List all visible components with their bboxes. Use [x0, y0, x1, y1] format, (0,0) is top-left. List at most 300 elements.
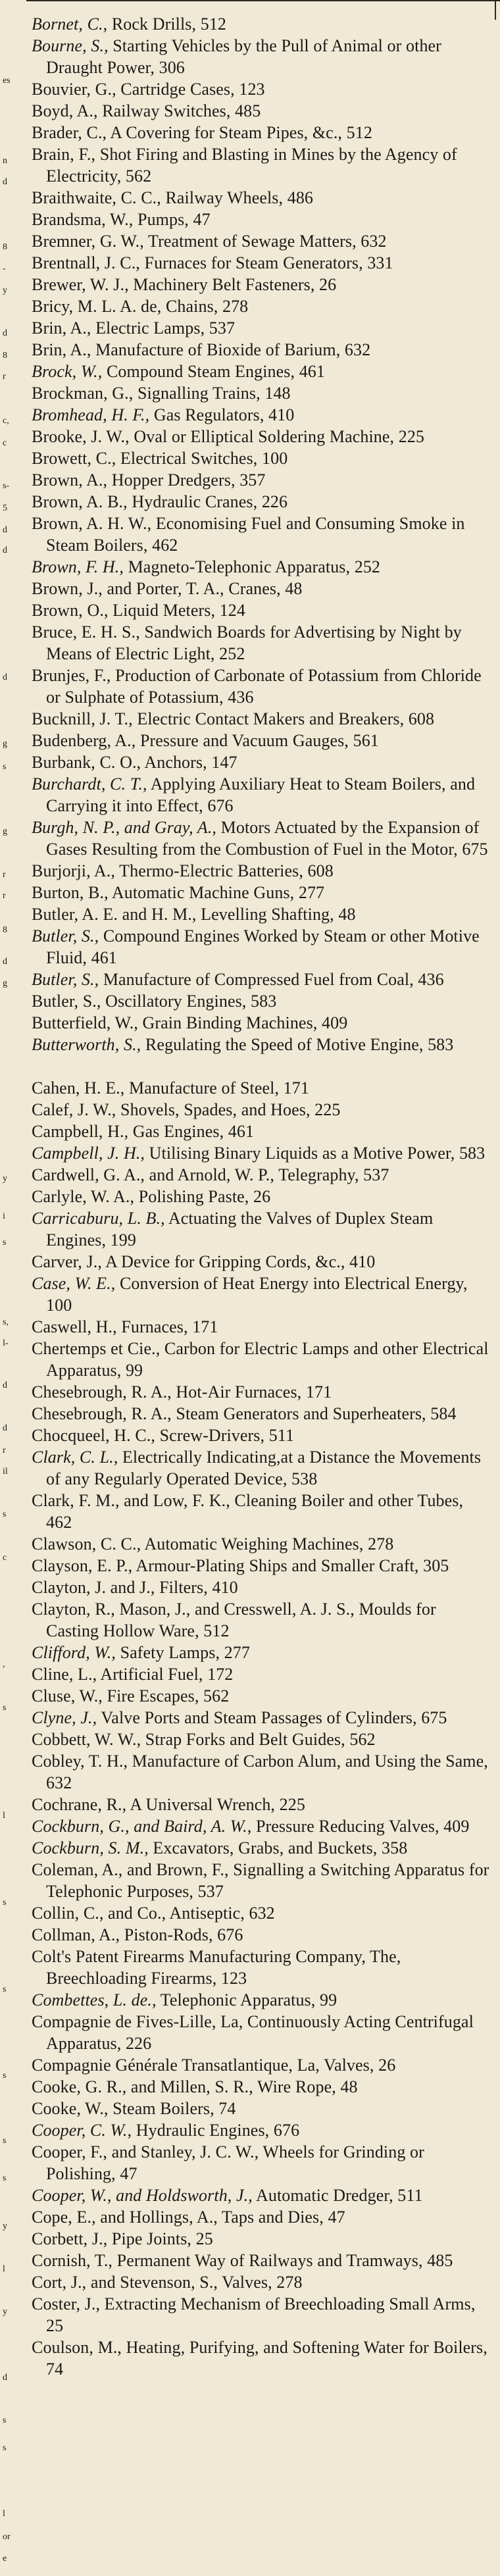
- entry-name: Butler, S.,: [32, 970, 99, 989]
- entry-name: Clark, F. M., and Low, F. K.,: [32, 1491, 230, 1510]
- index-entry: [32, 35, 492, 78]
- index-entry: [32, 1142, 492, 1164]
- margin-fragment: s: [3, 1509, 7, 1519]
- index-entry: [32, 230, 492, 252]
- entry-description: Starting Vehicles by the Pull of Animal or other Draught Power, 306: [46, 36, 441, 77]
- entry-description: Artificial Fuel, 172: [97, 1665, 234, 1684]
- entry-description: Signalling a Switching Apparatus for Telephonic Purposes, 537: [46, 1860, 489, 1901]
- entry-name: Calef, J. W.,: [32, 1100, 116, 1119]
- entry-description: Wheels for Grinding or Polishing, 47: [46, 2142, 424, 2183]
- margin-fragment: s-: [3, 481, 10, 491]
- entry-description: Grain Binding Machines, 409: [138, 1013, 348, 1032]
- index-entry: [32, 1164, 492, 1186]
- entry-name: Cahen, H. E.,: [32, 1078, 125, 1098]
- margin-fragment: y: [3, 286, 7, 295]
- margin-fragment: 8: [3, 351, 7, 361]
- entry-description: Liquid Meters, 124: [108, 601, 245, 620]
- entry-name: Brentnall, J. C.,: [32, 253, 140, 272]
- margin-fragment: y: [3, 1174, 7, 1184]
- margin-fragment: r: [3, 1446, 6, 1455]
- entry-name: Clifford, W.,: [32, 1643, 116, 1662]
- index-entry: [32, 1598, 492, 1642]
- margin-fragment: d: [3, 545, 7, 555]
- margin-fragment: d: [3, 525, 7, 535]
- entry-description: Filters, 410: [155, 1578, 238, 1597]
- margin-fragment: c,: [3, 416, 9, 426]
- entry-name: Brock, W.,: [32, 362, 103, 381]
- entry-name: Chesebrough, R. A.,: [32, 1382, 172, 1402]
- entry-name: Burgh, N. P., and Gray, A.,: [32, 818, 217, 837]
- entry-name: Cooper, W., and Holdsworth, J.,: [32, 2186, 253, 2205]
- margin-fragment: c: [3, 1553, 7, 1563]
- index-entry: [32, 1121, 492, 1142]
- entry-description: Signalling Trains, 148: [133, 384, 291, 403]
- index-entry: [32, 295, 492, 317]
- margin-fragment: or: [3, 2532, 11, 2542]
- entry-description: Levelling Shafting, 48: [196, 905, 356, 924]
- entry-name: Compagnie de Fives-Lille, La,: [32, 2012, 243, 2031]
- index-entry: [32, 1989, 492, 2011]
- index-entry: [32, 2206, 492, 2228]
- entry-description: Actuating the Valves of Duplex Steam Engines, 199: [46, 1209, 434, 1250]
- entry-description: A Universal Wrench, 225: [126, 1795, 305, 1814]
- entry-name: Brockman, G.,: [32, 384, 134, 403]
- entry-description: Cleaning Boiler and other Tubes, 462: [46, 1491, 464, 1532]
- index-entry: [32, 1663, 492, 1685]
- entry-name: Brown, A. B.,: [32, 492, 128, 511]
- entry-name: Bricy, M. L. A. de,: [32, 297, 162, 316]
- margin-fragment: s: [3, 1898, 7, 1907]
- entry-description: Motors Actuated by the Expansion of Gases Resulting from the Combustion of Fuel in the Motor, 675: [46, 818, 488, 859]
- index-entry: [32, 665, 492, 708]
- index-entry: [32, 1533, 492, 1555]
- index-entry: [32, 1707, 492, 1729]
- margin-fragment: d: [3, 2373, 7, 2383]
- entry-name: Cooke, W.,: [32, 2099, 109, 2118]
- entry-name: Bremner, G. W.,: [32, 232, 144, 251]
- entry-name: Budenberg, A.,: [32, 731, 136, 750]
- index-entry: [32, 209, 492, 230]
- entry-name: Brown, J., and Porter, T. A.,: [32, 579, 224, 598]
- entry-name: Cardwell, G. A., and Arnold, W. P.,: [32, 1165, 274, 1184]
- entry-name: Caswell, H.,: [32, 1317, 117, 1336]
- index-entry: [32, 1750, 492, 1794]
- entry-description: Chains, 278: [161, 297, 249, 316]
- entry-name: Brooke, J. W.,: [32, 427, 130, 446]
- entry-name: Cope, E., and Hollings, A.,: [32, 2208, 218, 2227]
- entry-description: Hydraulic Engines, 676: [132, 2121, 300, 2140]
- index-entry: [32, 361, 492, 382]
- index-entry: [32, 1794, 492, 1815]
- entry-name: Coulson, M.,: [32, 2338, 122, 2357]
- entry-description: Rock Drills, 512: [107, 14, 227, 34]
- entry-name: Cooke, G. R., and Millen, S. R.,: [32, 2077, 253, 2096]
- entry-description: Continuously Acting Centrifugal Apparatus, 226: [46, 2012, 474, 2053]
- margin-fragment: g: [3, 739, 7, 749]
- entry-description: Machinery Belt Fasteners, 26: [128, 275, 337, 294]
- entry-name: Burton, B.,: [32, 883, 109, 902]
- index-entry: [32, 1490, 492, 1533]
- index-entry: [32, 773, 492, 817]
- entry-description: Gas Engines, 461: [128, 1122, 255, 1141]
- entry-name: Cornish, T.,: [32, 2251, 113, 2270]
- index-entry: [32, 2076, 492, 2098]
- index-entry: [32, 2250, 492, 2271]
- index-entry: [32, 2185, 492, 2206]
- index-entry: [32, 1425, 492, 1446]
- entry-name: Colt's Patent Firearms Manufacturing Company,: [32, 1947, 366, 1966]
- entry-name: Collman, A.,: [32, 1925, 120, 1944]
- margin-fragment: i: [3, 1211, 5, 1221]
- entry-description: Railway Switches, 485: [97, 101, 261, 120]
- index-entry: [32, 1902, 492, 1924]
- entry-name: Chertemps et Cie.,: [32, 1339, 161, 1358]
- margin-fragment: es: [3, 76, 11, 86]
- entry-description: Wire Rope, 48: [253, 2077, 358, 2096]
- entry-description: Pipe Joints, 25: [107, 2229, 213, 2248]
- margin-fragment: d: [3, 1423, 7, 1433]
- left-margin-fragments: [0, 0, 17, 2576]
- entry-description: Antiseptic, 632: [166, 1904, 275, 1923]
- entry-description: Electrically Indicating,at a Distance the Movements of any Regularly Operated Device, 538: [46, 1448, 482, 1488]
- index-entry: [32, 556, 492, 578]
- index-entry: [32, 1207, 492, 1251]
- entry-description: Excavators, Grabs, and Buckets, 358: [148, 1838, 408, 1857]
- index-entry: [32, 1729, 492, 1750]
- index-entry: [32, 882, 492, 903]
- margin-fragment: -: [3, 264, 6, 274]
- index-entry: [32, 599, 492, 621]
- entry-description: Conversion of Heat Energy into Electrical Energy, 100: [46, 1274, 468, 1315]
- entry-name: Carricaburu, L. B.,: [32, 1209, 165, 1228]
- entry-name: Case, W. E.,: [32, 1274, 116, 1293]
- entry-name: Carlyle, W. A.,: [32, 1187, 135, 1206]
- entry-name: Burjorji, A.,: [32, 861, 115, 880]
- margin-fragment: d: [3, 177, 7, 187]
- entry-description: Pressure Reducing Valves, 409: [251, 1817, 470, 1836]
- index-entry: [32, 252, 492, 274]
- index-entry: [32, 491, 492, 513]
- entry-name: Cobley, T. H.,: [32, 1752, 128, 1771]
- margin-fragment: s: [3, 1703, 7, 1713]
- entry-description: Hopper Dredgers, 357: [107, 470, 266, 490]
- entry-description: Shovels, Spades, and Hoes, 225: [116, 1100, 341, 1119]
- index-entry: [32, 513, 492, 556]
- margin-fragment: s: [3, 762, 7, 772]
- index-entry: [32, 2228, 492, 2250]
- margin-fragment: y: [3, 2221, 7, 2231]
- entry-description: Screw-Drivers, 511: [155, 1426, 295, 1445]
- entry-description: Steam Boilers, 74: [108, 2099, 236, 2118]
- index-entry: [32, 2293, 492, 2336]
- index-entry: [32, 339, 492, 361]
- entry-name: Burbank, C. O.,: [32, 753, 141, 772]
- entry-description: Automatic Machine Guns, 277: [108, 883, 325, 902]
- index-entry: [32, 621, 492, 665]
- index-entry: [32, 1642, 492, 1663]
- entry-name: Cockburn, S. M.,: [32, 1838, 149, 1857]
- entry-name: Bruce, E. H. S.,: [32, 622, 140, 642]
- entry-description: Cartridge Cases, 123: [116, 80, 265, 99]
- entry-description: Pressure and Vacuum Gauges, 561: [136, 731, 379, 750]
- index-entry: [32, 426, 492, 447]
- entry-description: Electric Contact Makers and Breakers, 608: [132, 709, 435, 728]
- margin-fragment: d: [3, 328, 7, 338]
- entry-description: Polishing Paste, 26: [134, 1187, 271, 1206]
- margin-fragment: 8: [3, 242, 7, 252]
- index-entry: [32, 1403, 492, 1425]
- index-entry: [32, 903, 492, 925]
- entry-description: Oval or Elliptical Soldering Machine, 225: [129, 427, 425, 446]
- margin-fragment: l: [3, 2264, 5, 2274]
- margin-fragment: s: [3, 2173, 7, 2183]
- top-right-rule: [495, 0, 496, 20]
- entry-name: Braithwaite, C. C.,: [32, 188, 161, 207]
- index-entry: [32, 1859, 492, 1902]
- index-entry: [32, 404, 492, 426]
- index-entry: [32, 1555, 492, 1577]
- entry-name: Cockburn, G., and Baird, A. W.,: [32, 1817, 252, 1836]
- margin-fragment: s: [3, 1984, 7, 1994]
- index-entry: [32, 1924, 492, 1946]
- entry-name: Collin, C., and Co.,: [32, 1904, 166, 1923]
- entry-name: Carver, J.,: [32, 1252, 102, 1271]
- entry-description: Valves, 278: [218, 2273, 303, 2292]
- index-entry: [32, 860, 492, 882]
- entry-description: Permanent Way of Railways and Tramways, 485: [113, 2251, 453, 2270]
- entry-description: Telephonic Apparatus, 99: [156, 1990, 338, 2009]
- index-entry: [32, 1251, 492, 1273]
- entry-name: Campbell, J. H.,: [32, 1144, 145, 1163]
- entry-name: Brin, A.,: [32, 340, 91, 359]
- entry-name: Bornet, C.,: [32, 14, 108, 34]
- index-entry: [32, 122, 492, 143]
- margin-fragment: e: [3, 2554, 7, 2563]
- entry-name: Brain, F.,: [32, 145, 96, 164]
- margin-fragment: c: [3, 438, 7, 448]
- entry-description: Piston-Rods, 676: [120, 1925, 243, 1944]
- margin-fragment: y: [3, 2307, 7, 2317]
- entry-name: Brewer, W. J.,: [32, 275, 129, 294]
- index-entry: [32, 1446, 492, 1490]
- entry-name: Cooper, C. W.,: [32, 2121, 132, 2140]
- entry-description: Railway Wheels, 486: [161, 188, 314, 207]
- entry-name: Cobbett, W. W.,: [32, 1730, 141, 1749]
- index-entry: [32, 1577, 492, 1598]
- entry-description: Carbon for Electric Lamps and other Electrical Apparatus, 99: [46, 1339, 489, 1380]
- entry-description: Hot-Air Furnaces, 171: [171, 1382, 332, 1402]
- entry-description: Production of Carbonate of Potassium from Chloride or Sulphate of Potassium, 436: [46, 666, 482, 707]
- index-column: [32, 13, 492, 2380]
- entry-name: Clark, C. L.,: [32, 1448, 118, 1467]
- index-entry: [32, 1338, 492, 1381]
- entry-name: Cooper, F., and Stanley, J. C. W.,: [32, 2142, 259, 2161]
- entry-description: Sandwich Boards for Advertising by Night by Means of Electric Light, 252: [46, 622, 462, 663]
- entry-name: Cluse, W.,: [32, 1686, 103, 1705]
- entry-description: Valve Ports and Steam Passages of Cylinders, 675: [97, 1708, 447, 1727]
- margin-fragment: l: [3, 2509, 5, 2519]
- index-entry: [32, 317, 492, 339]
- index-entry: [32, 751, 492, 773]
- entry-name: Butterworth, S.,: [32, 1035, 141, 1054]
- entry-name: Combettes, L. de.,: [32, 1990, 157, 2009]
- entry-name: Browett, C.,: [32, 449, 116, 468]
- entry-name: Brown, A.,: [32, 470, 108, 490]
- entry-name: Compagnie Générale Transatlantique, La,: [32, 2056, 320, 2075]
- index-entry: [32, 1946, 492, 1989]
- entry-name: Butler, S.,: [32, 926, 99, 946]
- entry-description: Manufacture of Compressed Fuel from Coal, 436: [99, 970, 444, 989]
- margin-fragment: il: [3, 1467, 8, 1477]
- entry-name: Burchardt, C. T.,: [32, 774, 147, 794]
- index-entry: [32, 78, 492, 100]
- entry-description: Fire Escapes, 562: [102, 1686, 230, 1705]
- index-entry: [32, 1099, 492, 1121]
- entry-description: A Covering for Steam Pipes, &c., 512: [107, 123, 372, 142]
- index-entry: [32, 447, 492, 469]
- margin-fragment: s: [3, 2071, 7, 2081]
- entry-name: Clayton, J. and J.,: [32, 1578, 155, 1597]
- entry-name: Bucknill, J. T.,: [32, 709, 133, 728]
- index-entry: [32, 1837, 492, 1859]
- entry-name: Butler, A. E. and H. M.,: [32, 905, 197, 924]
- entry-name: Corbett, J.,: [32, 2229, 108, 2248]
- entry-description: Automatic Weighing Machines, 278: [141, 1534, 394, 1553]
- index-entry: [32, 1273, 492, 1316]
- index-entry: [32, 1034, 492, 1055]
- entry-description: Regulating the Speed of Motive Engine, 583: [141, 1035, 454, 1054]
- entry-name: Clayton, R., Mason, J., and Cresswell, A. J. S.,: [32, 1600, 355, 1619]
- entry-name: Brown, O.,: [32, 601, 109, 620]
- margin-fragment: 5: [3, 503, 7, 513]
- index-entry: [32, 187, 492, 209]
- entry-description: Safety Lamps, 277: [115, 1643, 250, 1662]
- index-entry: [32, 1815, 492, 1837]
- entry-description: Magneto-Telephonic Apparatus, 252: [123, 557, 381, 576]
- entry-name: Chocqueel, H. C.,: [32, 1426, 156, 1445]
- margin-fragment: s: [3, 1238, 7, 1248]
- entry-name: Chesebrough, R. A.,: [32, 1404, 172, 1423]
- index-entry: [32, 274, 492, 295]
- entry-description: Economising Fuel and Consuming Smoke in Steam Boilers, 462: [46, 514, 465, 555]
- entry-description: Compound Engines Worked by Steam or other Motive Fluid, 461: [46, 926, 480, 967]
- entry-description: A Device for Gripping Cords, &c., 410: [101, 1252, 376, 1271]
- entry-description: Extracting Mechanism of Breechloading Small Arms, 25: [46, 2294, 476, 2335]
- index-entry: [32, 1186, 492, 1207]
- index-entry: [32, 143, 492, 187]
- margin-fragment: g: [3, 978, 7, 988]
- margin-fragment: s,: [3, 1317, 9, 1327]
- entry-name: Brunjes, F.,: [32, 666, 111, 685]
- entry-description: Electrical Switches, 100: [116, 449, 288, 468]
- entry-name: Clayson, E. P.,: [32, 1556, 133, 1575]
- margin-fragment: r: [3, 870, 6, 880]
- entry-name: Brandsma, W.,: [32, 210, 134, 229]
- entry-description: Strap Forks and Belt Guides, 562: [141, 1730, 376, 1749]
- entry-name: Butler, S.,: [32, 992, 101, 1011]
- index-entry: [32, 817, 492, 860]
- index-entry: [32, 1077, 492, 1099]
- entry-description: Steam Generators and Superheaters, 584: [171, 1404, 457, 1423]
- entry-name: Bouvier, G.,: [32, 80, 116, 99]
- entry-name: Campbell, H.,: [32, 1122, 129, 1141]
- index-entry: [32, 1316, 492, 1338]
- index-entry: [32, 382, 492, 404]
- entry-description: Furnaces, 171: [116, 1317, 218, 1336]
- index-entry: [32, 969, 492, 990]
- index-entry: [32, 730, 492, 751]
- entry-description: Applying Auxiliary Heat to Steam Boilers, and Carrying it into Effect, 676: [46, 774, 476, 815]
- entry-description: Valves, 26: [319, 2056, 396, 2075]
- index-entry: [32, 1012, 492, 1034]
- margin-fragment: 8: [3, 925, 7, 935]
- entry-description: Telegraphy, 537: [274, 1165, 389, 1184]
- entry-description: Cranes, 48: [224, 579, 303, 598]
- entry-description: Hydraulic Cranes, 226: [127, 492, 288, 511]
- margin-fragment: n: [3, 156, 7, 166]
- index-entry: [32, 2141, 492, 2185]
- entry-name: Brader, C.,: [32, 123, 107, 142]
- margin-fragment: d: [3, 957, 7, 967]
- index-entry: [32, 2054, 492, 2076]
- entry-description: Utilising Binary Liquids as a Motive Power, 583: [145, 1144, 486, 1163]
- entry-name: Brown, F. H.,: [32, 557, 124, 576]
- index-entry: [32, 1685, 492, 1707]
- entry-description: Oscillatory Engines, 583: [101, 992, 277, 1011]
- index-entry: [32, 100, 492, 122]
- entry-description: Thermo-Electric Batteries, 608: [114, 861, 334, 880]
- entry-name: Cort, J., and Stevenson, S.,: [32, 2273, 218, 2292]
- entry-description: Armour-Plating Ships and Smaller Craft, 305: [132, 1556, 449, 1575]
- margin-fragment: d: [3, 1380, 7, 1390]
- index-entry: [32, 2098, 492, 2119]
- entry-description: Electric Lamps, 537: [91, 318, 236, 338]
- entry-description: Manufacture of Steel, 171: [124, 1078, 309, 1098]
- entry-description: Automatic Dredger, 511: [252, 2186, 423, 2205]
- entry-description: Pumps, 47: [133, 210, 211, 229]
- entry-name: Brin, A.,: [32, 318, 91, 338]
- margin-fragment: l-: [3, 1338, 9, 1348]
- entry-name: Coleman, A., and Brown, F.,: [32, 1860, 229, 1879]
- index-entry: [32, 925, 492, 969]
- entry-description: Taps and Dies, 47: [217, 2208, 345, 2227]
- index-entry: [32, 990, 492, 1012]
- margin-fragment: l: [3, 1811, 5, 1821]
- entry-name: Cochrane, R.,: [32, 1795, 127, 1814]
- entry-description: Moulds for Casting Hollow Ware, 512: [46, 1600, 436, 1640]
- entry-description: Anchors, 147: [141, 753, 238, 772]
- entry-name: Bromhead, H. F.,: [32, 405, 150, 424]
- index-entry: [32, 469, 492, 491]
- entry-description: Compound Steam Engines, 461: [102, 362, 326, 381]
- entry-description: Furnaces for Steam Generators, 331: [139, 253, 393, 272]
- margin-fragment: r: [3, 372, 6, 382]
- entry-name: Clawson, C. C.,: [32, 1534, 141, 1553]
- entry-name: Coster, J.,: [32, 2294, 101, 2313]
- entry-description: The, Breechloading Firearms, 123: [46, 1947, 401, 1988]
- margin-fragment: g: [3, 826, 7, 836]
- entry-name: Clyne, J.,: [32, 1708, 97, 1727]
- entry-description: Manufacture of Carbon Alum, and Using the Same, 632: [46, 1752, 488, 1792]
- entry-name: Bourne, S.,: [32, 36, 109, 55]
- margin-fragment: ,: [3, 1659, 5, 1669]
- entry-description: Gas Regulators, 410: [149, 405, 295, 424]
- index-entry: [32, 2336, 492, 2380]
- index-entry: [32, 578, 492, 599]
- margin-fragment: s: [3, 2415, 7, 2425]
- index-entry: [32, 2271, 492, 2293]
- index-entry: [32, 1381, 492, 1403]
